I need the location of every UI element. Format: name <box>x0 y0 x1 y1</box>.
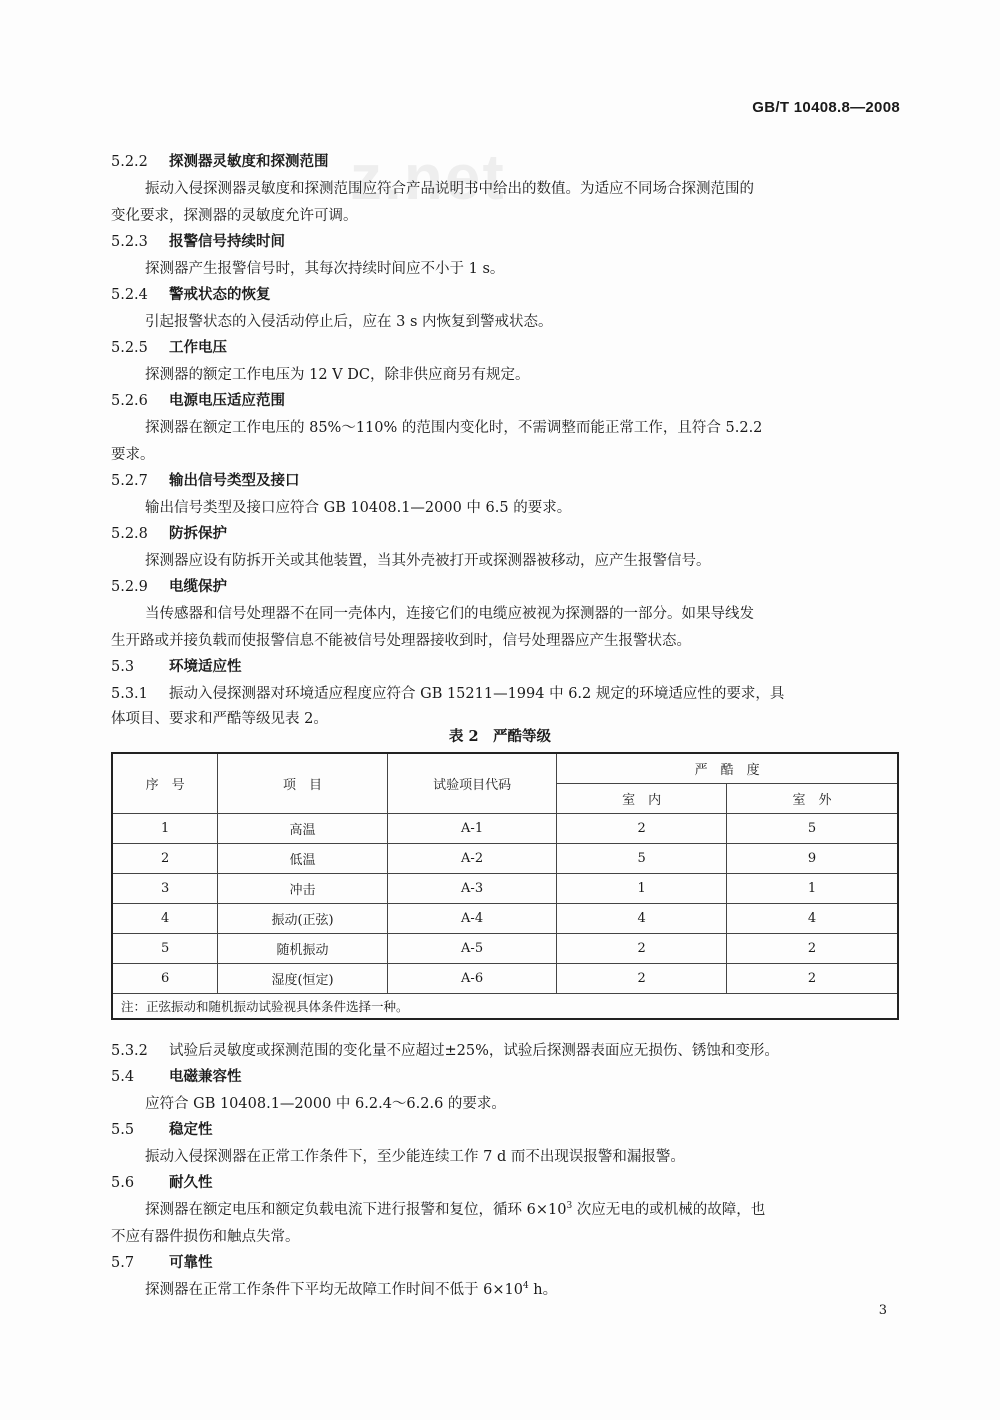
paragraph-line: 探测器应设有防拆开关或其他装置，当其外壳被打开或探测器被移动，应产生报警信号。 <box>145 553 711 569</box>
cell-outdoor: 2 <box>726 964 898 994</box>
header-severity: 严 酷 度 <box>557 753 898 784</box>
table-title: 表 2 严酷等级 <box>448 728 552 745</box>
section-title: 电缆保护 <box>169 578 227 595</box>
section-heading <box>111 150 901 171</box>
cell-item: 湿度(恒定) <box>218 964 388 994</box>
cell-code: A-2 <box>387 844 557 874</box>
cell-code: A-1 <box>387 814 557 844</box>
table-note: 注：正弦振动和随机振动试验视具体条件选择一种。 <box>112 994 898 1020</box>
table-row <box>112 844 898 874</box>
section-number: 5.3.1 <box>111 686 148 702</box>
cell-indoor: 2 <box>557 814 727 844</box>
paragraph-line: 体项目、要求和严酷等级见表 2。 <box>111 711 328 727</box>
section-title: 输出信号类型及接口 <box>169 472 300 489</box>
section-heading <box>111 283 901 304</box>
section-number: 5.2.9 <box>111 579 148 595</box>
paragraph-text: 振动入侵探测器对环境适应程度应符合 GB 15211—1994 中 6.2 规定的环境适应性的要求，具 <box>169 686 785 702</box>
section-title: 报警信号持续时间 <box>169 233 285 250</box>
header-code: 试验项目代码 <box>387 753 557 814</box>
section-heading <box>111 389 901 410</box>
cell-outdoor: 9 <box>726 844 898 874</box>
cell-seq: 2 <box>112 844 218 874</box>
section-number: 5.2.2 <box>111 154 148 170</box>
cell-outdoor: 1 <box>726 874 898 904</box>
paragraph-line: 输出信号类型及接口应符合 GB 10408.1—2000 中 6.5 的要求。 <box>145 500 572 516</box>
section-title: 探测器灵敏度和探测范围 <box>169 153 329 170</box>
paragraph-line: 振动入侵探测器在正常工作条件下，至少能连续工作 7 d 而不出现误报警和漏报警。 <box>145 1149 685 1165</box>
section-title: 环境适应性 <box>169 658 242 675</box>
superscript: 4 <box>522 1281 529 1292</box>
header-indoor: 室 内 <box>557 784 727 814</box>
section-heading <box>111 575 901 596</box>
section-number: 5.2.3 <box>111 234 148 250</box>
cell-item: 高温 <box>218 814 388 844</box>
paragraph-line <box>111 682 901 703</box>
section-title: 电源电压适应范围 <box>169 392 285 409</box>
section-title: 可靠性 <box>169 1254 213 1271</box>
paragraph-line: 生开路或并接负载而使报警信息不能被信号处理器接收到时，信号处理器应产生报警状态。 <box>111 633 691 649</box>
cell-code: A-4 <box>387 904 557 934</box>
paragraph-line: 探测器的额定工作电压为 12 V DC，除非供应商另有规定。 <box>145 367 530 383</box>
cell-indoor: 2 <box>557 934 727 964</box>
paragraph-text: 探测器在额定电压和额定负载电流下进行报警和复位，循环 6×10 <box>145 1202 567 1218</box>
section-number: 5.5 <box>111 1122 135 1138</box>
cell-item: 随机振动 <box>218 934 388 964</box>
section-heading <box>111 522 901 543</box>
table-row <box>112 964 898 994</box>
header-seq: 序 号 <box>112 753 218 814</box>
section-heading <box>111 469 901 490</box>
cell-item: 振动(正弦) <box>218 904 388 934</box>
section-title: 电磁兼容性 <box>169 1068 242 1085</box>
paragraph-text: 次应无电的或机械的故障，也 <box>572 1202 766 1218</box>
section-title: 稳定性 <box>169 1121 213 1138</box>
paragraph-line: 当传感器和信号处理器不在同一壳体内，连接它们的电缆应被视为探测器的一部分。如果导线发 <box>145 606 754 622</box>
cell-indoor: 1 <box>557 874 727 904</box>
section-number: 5.2.5 <box>111 340 148 356</box>
table-header-row <box>112 753 898 784</box>
paragraph-line: 变化要求，探测器的灵敏度允许可调。 <box>111 208 358 224</box>
paragraph-line: 振动入侵探测器灵敏度和探测范围应符合产品说明书中给出的数值。为适应不同场合探测范围的 <box>145 181 754 197</box>
section-heading <box>111 1065 901 1086</box>
header-outdoor: 室 外 <box>726 784 898 814</box>
table-note-row <box>112 994 898 1020</box>
paragraph-line: 应符合 GB 10408.1—2000 中 6.2.4～6.2.6 的要求。 <box>145 1096 506 1112</box>
section-title: 耐久性 <box>169 1174 213 1191</box>
cell-code: A-5 <box>387 934 557 964</box>
cell-item: 低温 <box>218 844 388 874</box>
section-number: 5.4 <box>111 1069 135 1085</box>
header-item: 项 目 <box>218 753 388 814</box>
cell-outdoor: 5 <box>726 814 898 844</box>
paragraph-line <box>145 1198 935 1219</box>
table-row <box>112 814 898 844</box>
section-title: 防拆保护 <box>169 525 227 542</box>
section-number: 5.7 <box>111 1255 135 1271</box>
section-number: 5.3 <box>111 659 135 675</box>
cell-indoor: 4 <box>557 904 727 934</box>
watermark: z.net <box>350 141 506 213</box>
cell-outdoor: 4 <box>726 904 898 934</box>
section-title: 警戒状态的恢复 <box>169 286 271 303</box>
cell-code: A-6 <box>387 964 557 994</box>
section-number: 5.2.4 <box>111 287 148 303</box>
cell-seq: 1 <box>112 814 218 844</box>
paragraph-line <box>145 1278 935 1299</box>
paragraph-line <box>111 1039 901 1060</box>
paragraph-line: 探测器产生报警信号时，其每次持续时间应不小于 1 s。 <box>145 261 505 277</box>
paragraph-line: 探测器在额定工作电压的 85%～110% 的范围内变化时，不需调整而能正常工作，且符合 5.2.2 <box>145 420 763 436</box>
section-title: 工作电压 <box>169 339 227 356</box>
paragraph-text: h。 <box>528 1282 558 1298</box>
cell-seq: 3 <box>112 874 218 904</box>
cell-seq: 5 <box>112 934 218 964</box>
table-row <box>112 874 898 904</box>
cell-item: 冲击 <box>218 874 388 904</box>
section-number: 5.2.6 <box>111 393 148 409</box>
page-number: 3 <box>878 1303 887 1318</box>
section-number: 5.2.8 <box>111 526 148 542</box>
table-row <box>112 934 898 964</box>
section-heading <box>111 336 901 357</box>
paragraph-line: 要求。 <box>111 447 155 463</box>
cell-indoor: 5 <box>557 844 727 874</box>
cell-seq: 4 <box>112 904 218 934</box>
cell-outdoor: 2 <box>726 934 898 964</box>
section-heading <box>111 1171 901 1192</box>
superscript: 3 <box>566 1201 573 1212</box>
cell-indoor: 2 <box>557 964 727 994</box>
paragraph-text: 试验后灵敏度或探测范围的变化量不应超过±25%，试验后探测器表面应无损伤、锈蚀和变形。 <box>169 1043 779 1059</box>
cell-code: A-3 <box>387 874 557 904</box>
section-heading <box>111 655 901 676</box>
section-heading <box>111 1251 901 1272</box>
paragraph-line: 引起报警状态的入侵活动停止后，应在 3 s 内恢复到警戒状态。 <box>145 314 553 330</box>
paragraph-text: 探测器在正常工作条件下平均无故障工作时间不低于 6×10 <box>145 1282 523 1298</box>
standard-code: GB/T 10408.8—2008 <box>752 99 900 116</box>
severity-table <box>111 752 899 1020</box>
section-number: 5.2.7 <box>111 473 148 489</box>
table-row <box>112 904 898 934</box>
paragraph-line: 不应有器件损伤和触点失常。 <box>111 1229 300 1245</box>
section-number: 5.3.2 <box>111 1043 148 1059</box>
section-number: 5.6 <box>111 1175 135 1191</box>
cell-seq: 6 <box>112 964 218 994</box>
section-heading <box>111 1118 901 1139</box>
section-heading <box>111 230 901 251</box>
